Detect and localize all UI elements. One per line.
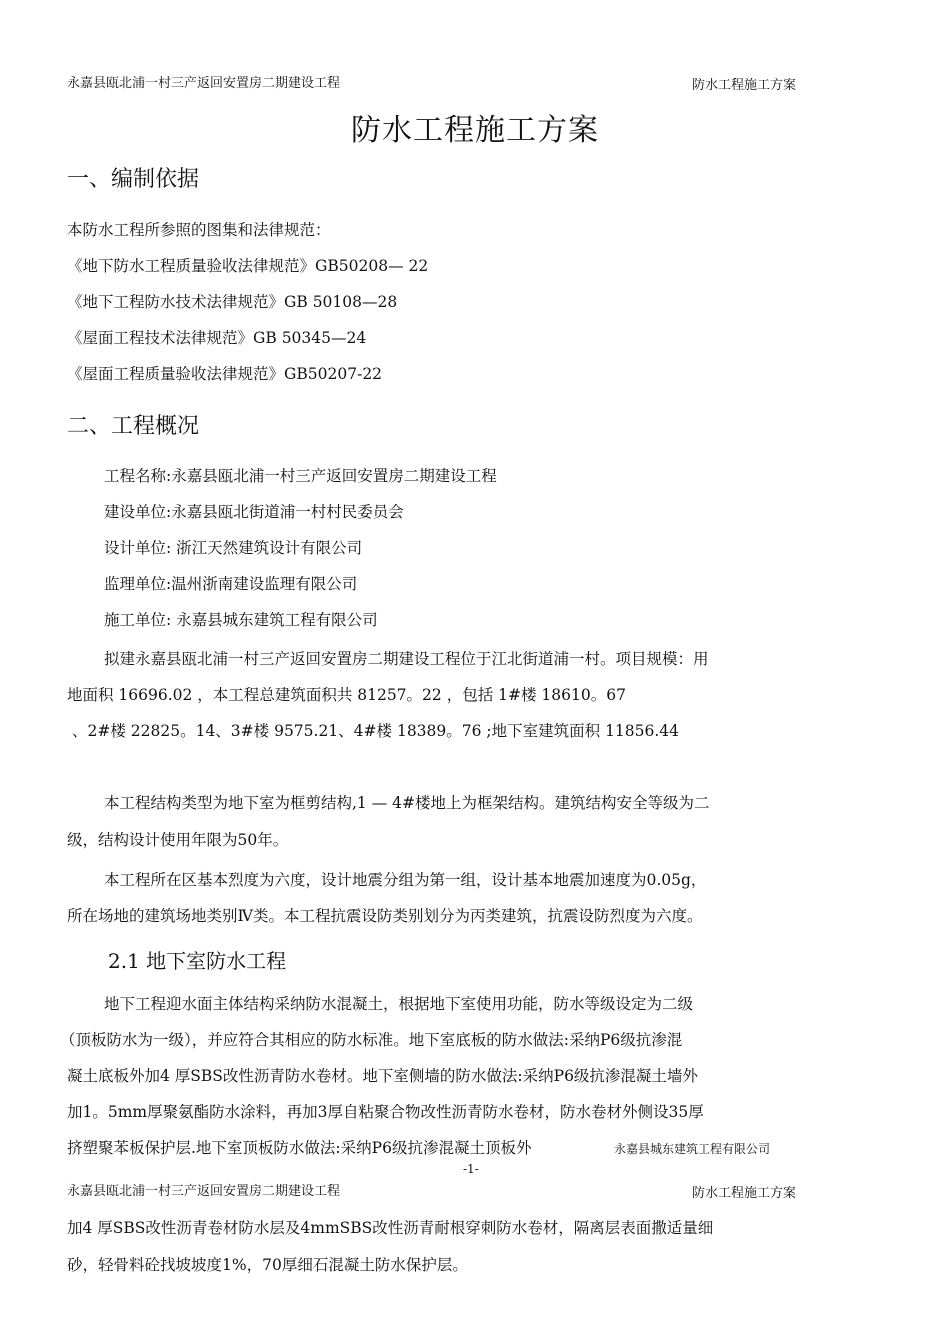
paragraph-scale-line: 拟建永嘉县瓯北浦一村三产返回安置房二期建设工程位于江北街道浦一村。项目规模：用 [104,650,709,668]
header-doc-title: 防水工程施工方案 [692,78,797,93]
paragraph-basement-line: 加1。5mm厚聚氨酯防水涂料，再加3厚自粘聚合物改性沥青防水卷材，防水卷材外侧设35厚 [67,1103,704,1121]
paragraph-scale-line: 、2#楼 22825。14、3#楼 9575.21、4#楼 18389。76 ;地下室建筑面积 11856.44 [72,722,680,740]
paragraph-structure-line: 级，结构设计使用年限为50年。 [67,831,289,849]
paragraph-continue-line: 砂，轻骨料砼找坡坡度1%，70厚细石混凝土防水保护层。 [67,1256,468,1274]
paragraph-seismic-line: 本工程所在区基本烈度为六度，设计地震分组为第一组，设计基本地震加速度为0.05g， [104,871,707,889]
paragraph-seismic-line: 所在场地的建筑场地类别Ⅳ类。本工程抗震设防类别划分为丙类建筑，抗震设防烈度为六度。 [67,907,703,925]
paragraph-basement-line: （顶板防水为一级），并应符合其相应的防水标准。地下室底板的防水做法:采纳P6级抗渗混 [60,1031,683,1049]
paragraph-continue-line: 加4 厚SBS改性沥青卷材防水层及4mmSBS改性沥青耐根穿刺防水卷材，隔离层表面撒适量细 [67,1219,714,1237]
paragraph-basement-line: 地下工程迎水面主体结构采纳防水混凝土，根据地下室使用功能，防水等级设定为二级 [104,995,694,1013]
paragraph-basement-line: 挤塑聚苯板保护层.地下室顶板防水做法:采纳P6级抗渗混凝土顶板外 [67,1139,532,1157]
paragraph-structure-line: 本工程结构类型为地下室为框剪结构,1 — 4#楼地上为框架结构。建筑结构安全等级为二 [104,794,710,812]
info-supervisor: 监理单位:温州浙南建设监理有限公司 [104,575,358,593]
info-contractor: 施工单位: 永嘉县城东建筑工程有限公司 [104,611,378,629]
section-heading-basis: 一、编制依据 [67,167,200,192]
footer-company: 永嘉县城东建筑工程有限公司 [614,1142,771,1156]
info-designer: 设计单位: 浙江天然建筑设计有限公司 [104,539,363,557]
standard-item: 《地下工程防水技术法律规范》GB 50108—28 [67,293,398,311]
header-doc-title: 防水工程施工方案 [692,1186,797,1201]
standard-item: 《地下防水工程质量验收法律规范》GB50208— 22 [67,257,429,275]
info-project-name: 工程名称:永嘉县瓯北浦一村三产返回安置房二期建设工程 [104,467,497,485]
document-title: 防水工程施工方案 [351,113,599,148]
paragraph-basement-line: 凝土底板外加4 厚SBS改性沥青防水卷材。地下室侧墙的防水做法:采纳P6级抗渗混凝土墙外 [67,1067,698,1085]
info-owner: 建设单位:永嘉县瓯北街道浦一村村民委员会 [104,503,404,521]
standard-item: 《屋面工程技术法律规范》GB 50345—24 [67,329,367,347]
paragraph-scale-line: 地面积 16696.02 ，本工程总建筑面积共 81257。22 ，包括 1#楼 18610。67 [67,686,626,704]
header-project-name: 永嘉县瓯北浦一村三产返回安置房二期建设工程 [67,76,341,91]
standard-item: 《屋面工程质量验收法律规范》GB50207-22 [67,365,383,383]
section-heading-overview: 二、工程概况 [67,414,200,439]
header-project-name: 永嘉县瓯北浦一村三产返回安置房二期建设工程 [67,1184,341,1199]
section-intro: 本防水工程所参照的图集和法律规范： [67,221,331,239]
subsection-heading-basement: 2.1 地下室防水工程 [108,949,287,973]
page-number: -1- [463,1162,479,1176]
